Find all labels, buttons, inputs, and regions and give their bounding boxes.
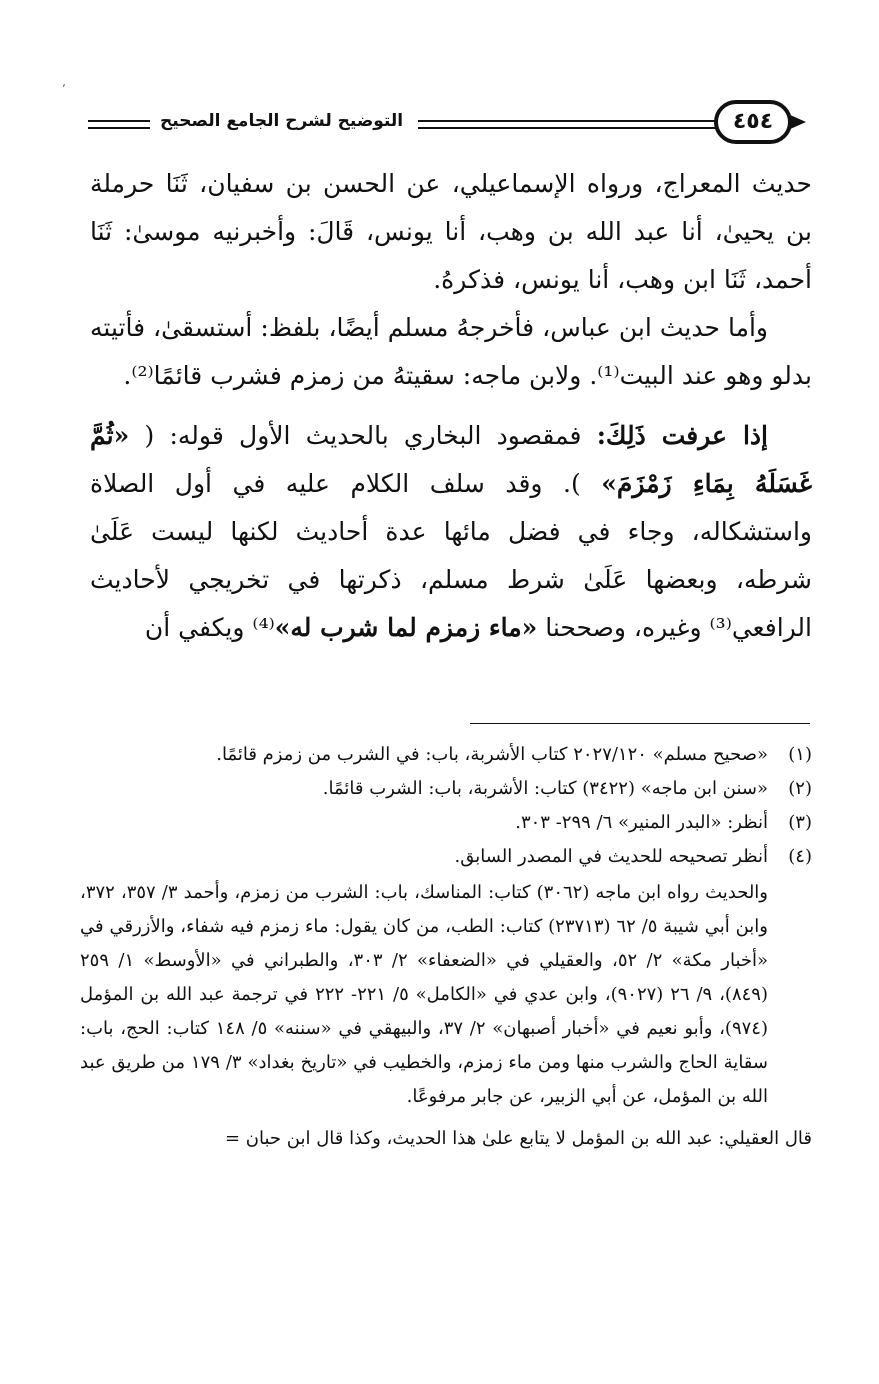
paragraph-3-lead: إذا عرفت ذَلِكَ: xyxy=(596,421,768,450)
quoted-hadith: «ثُمَّ غَسَلَهُ بِمَاءِ زَمْزَمَ» xyxy=(90,421,812,498)
paragraph-3-part-a: فمقصود البخاري بالحديث الأول قوله: ( xyxy=(129,421,597,450)
main-text xyxy=(90,160,812,652)
footnote-text: أنظر: «البدر المنير» ٦/ ٢٩٩- ٣٠٣. xyxy=(515,812,768,833)
margin-mark: ٬ xyxy=(62,82,66,96)
footnote-2 xyxy=(80,772,812,806)
footnote-number: (٢) xyxy=(788,778,812,799)
paragraph-2: وأما حديث ابن عباس، فأخرجهُ مسلم أيضًا، بلفظ: أستسقىٰ، فأتيته بدلو وهو عند البيت⁽¹⁾. ولابن ماجه: سقيتهُ من زمزم فشرب قائمًا⁽²⁾. xyxy=(90,313,812,390)
footnote-separator xyxy=(470,723,810,724)
paragraph-3-part-b: ). وقد سلف الكلام عليه في أول الصلاة واستشكاله، وجاء في فضل مائها عدة أحاديث لكنها ليست عَلَىٰ شرطه، وبعضها عَلَىٰ شرط مسلم، ذكرتها في تخريجي لأحاديث الرافعي⁽³⁾ وغيره، وصححنا xyxy=(90,469,812,642)
page-number-arrow-icon xyxy=(788,114,806,130)
paragraph-3 xyxy=(90,412,812,652)
footnote-number: (٤) xyxy=(788,846,812,867)
running-header xyxy=(88,100,816,150)
footnotes xyxy=(80,738,812,1156)
quoted-hadith-2: «ماء زمزم لما شرب له» xyxy=(274,613,538,642)
footnote-3 xyxy=(80,806,812,840)
footnote-continued-line: قال العقيلي: عبد الله بن المؤمل لا يتابع علىٰ هذا الحديث، وكذا قال ابن حبان = xyxy=(224,1128,812,1149)
footnote-text: أنظر تصحيحه للحديث في المصدر السابق. xyxy=(454,846,768,867)
paragraph-1: حديث المعراج، ورواه الإسماعيلي، عن الحسن بن سفيان، ثَنَا حرملة بن يحيىٰ، أنا عبد الله بن وهب، أنا يونس، قَالَ: وأخبرنيه موسىٰ: ثَنَا أحمد، ثَنَا ابن وهب، أنا يونس، فذكرهُ. xyxy=(90,169,812,294)
header-rule-left-lower xyxy=(88,127,150,129)
footnote-number: (١) xyxy=(788,744,812,765)
page-number-badge: ٤٥٤ xyxy=(714,100,792,144)
footnote-text: «سنن ابن ماجه» (٣٤٢٢) كتاب: الأشربة، باب: الشرب قائمًا. xyxy=(322,778,768,799)
book-title: التوضيح لشرح الجامع الصحيح xyxy=(160,111,404,131)
footnote-1 xyxy=(80,738,812,772)
footnote-4 xyxy=(80,840,812,874)
paragraph-3-part-c: ⁽⁴⁾ ويكفي أن xyxy=(144,613,275,642)
footnote-text: «صحيح مسلم» ٢٠٢٧/١٢٠ كتاب الأشربة، باب: في الشرب من زمزم قائمًا. xyxy=(216,744,768,765)
header-rule-left xyxy=(88,120,150,122)
header-rule-middle xyxy=(418,120,718,122)
header-rule-middle-lower xyxy=(418,127,718,129)
footnote-4-continuation: والحديث رواه ابن ماجه (٣٠٦٢) كتاب: المناسك، باب: الشرب من زمزم، وأحمد ٣/ ٣٥٧، ٣٧٢، وابن أبي شيبة ٥/ ٦٢ (٢٣٧١٣) كتاب: الطب، من كان يقول: ماء زمزم فيه شفاء، والأزرقي في «أخبار مكة» ٢/ ٥٢، والعقيلي في «الضعفاء» ٢/ ٣٠٣، والطبراني في «الأوسط» ١/ ٢٥٩ (٨٤٩)، ٩/ ٢٦ (٩٠٢٧)، وابن عدي في «الكامل» ٥/ ٢٢١- ٢٢٢ في ترجمة عبد الله بن المؤمل (٩٧٤)، وأبو نعيم في «أخبار أصبهان» ٢/ ٣٧، والبيهقي في «سننه» ٥/ ١٤٨ كتاب: الحج، باب: سقاية الحاج والشرب منها ومن ماء زمزم، والخطيب في «تاريخ بغداد» ٣/ ١٧٩ من طريق عبد الله بن المؤمل، عن أبي الزبير، عن جابر مرفوعًا. xyxy=(80,882,769,1107)
footnote-number: (٣) xyxy=(788,812,812,833)
